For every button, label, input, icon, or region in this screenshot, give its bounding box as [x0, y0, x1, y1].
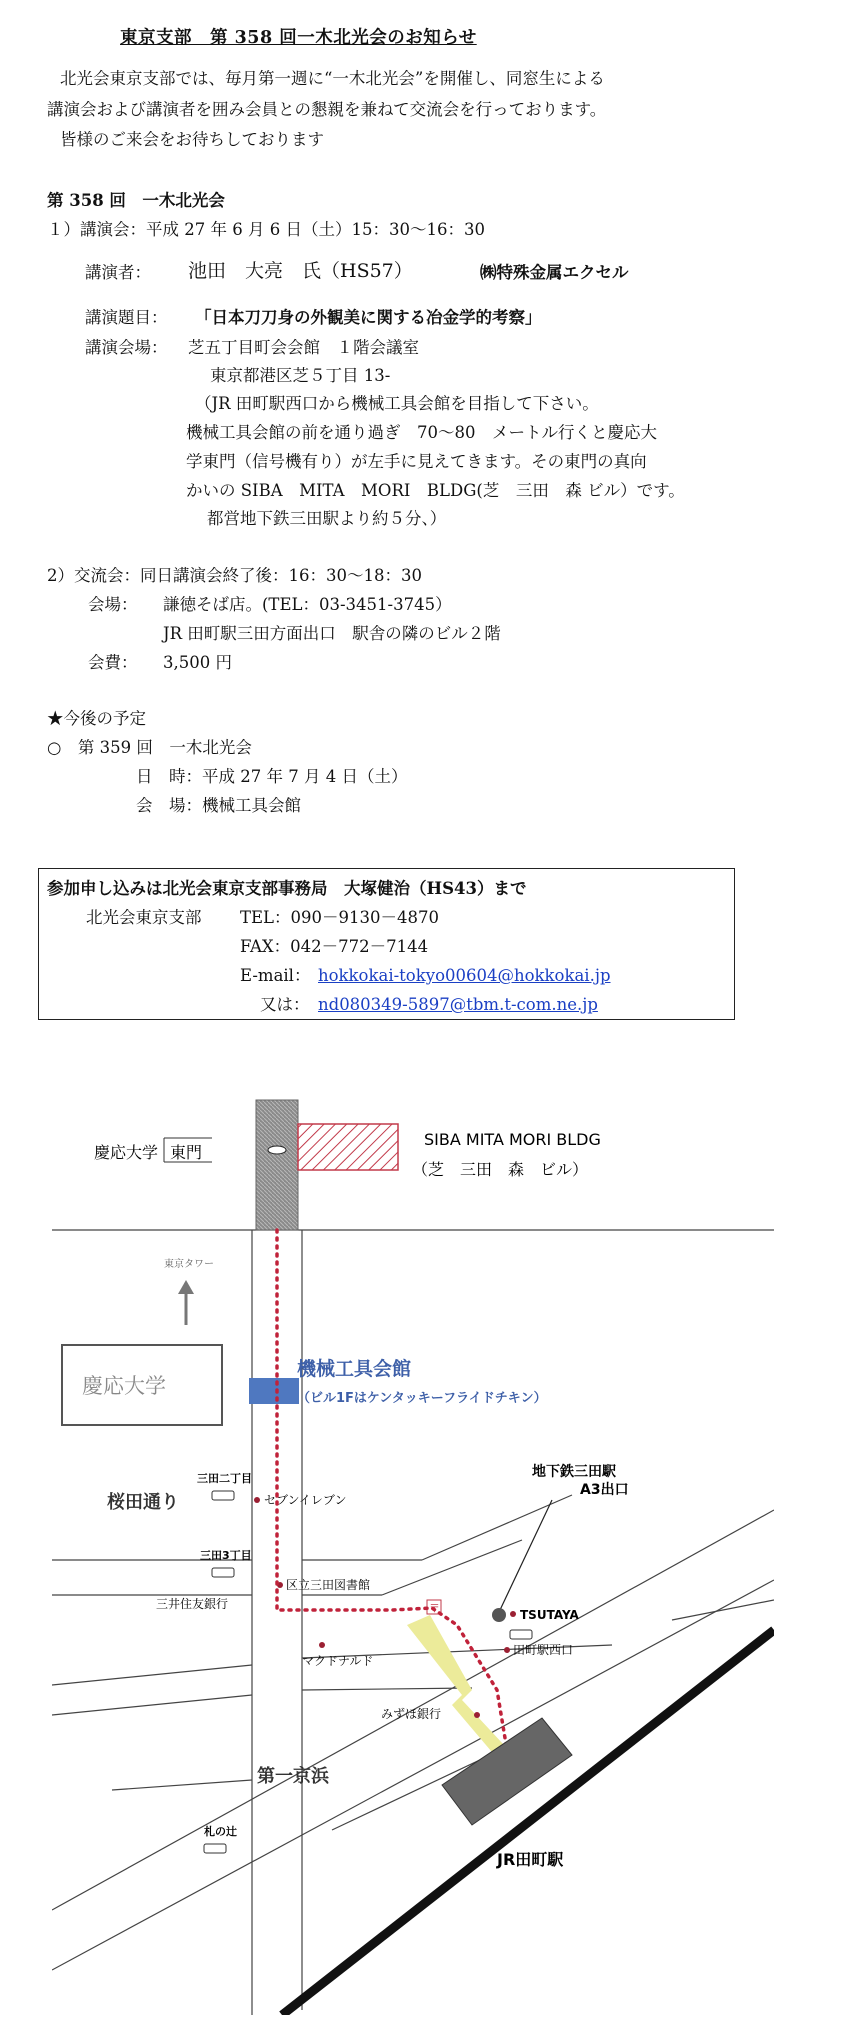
map-seven: セブンイレブン [264, 1493, 347, 1507]
intro-line-1: 北光会東京支部では、毎月第一週に“一木北光会”を開催し、同窓生による [60, 69, 605, 88]
contact-org: 北光会東京支部 [86, 908, 202, 927]
topic: 「日本刀刀身の外観美に関する冶金学的考察」 [195, 308, 542, 327]
map-mita2: 三田二丁目 [197, 1472, 252, 1485]
schedule-item: ○ 第 359 回 一木北光会 [47, 738, 252, 757]
map-sakurada: 桜田通り [107, 1492, 179, 1513]
siba-mita-mori-bldg [298, 1124, 398, 1170]
directions-4: かいの SIBA MITA MORI BLDG(芝 三田 森 ビル）です。 [186, 481, 685, 500]
map-mitsui: 三井住友銀行 [156, 1597, 229, 1611]
signal-icon-tamachi [510, 1630, 532, 1639]
contact-heading: 参加申し込みは北光会東京支部事務局 大塚健治（HS43）まで [47, 879, 527, 898]
speaker-company: ㈱特殊金属エクセル [480, 263, 629, 282]
intro-line-2: 講演会および講演者を囲み会員との懇親を兼ねて交流会を行っております。 [47, 100, 607, 119]
party-line: 2）交流会：同日講演会終了後：16：30〜18：30 [47, 566, 422, 585]
contact-fax: FAX：042－772－7144 [240, 937, 429, 956]
venue: 芝五丁目町会会館 １階会議室 [188, 338, 419, 357]
speaker-name: 池田 大亮 氏（HS57） [188, 260, 413, 282]
venue-label: 講演会場： [85, 338, 168, 357]
party-place: 謙徳そば店。(TEL：03-3451-3745） [163, 595, 452, 614]
directions-3: 学東門（信号機有り）が左手に見えてきます。その東門の真向 [186, 452, 647, 471]
schedule-place: 会 場：機械工具会館 [136, 796, 301, 815]
lecture-line: １）講演会：平成 27 年 6 月 6 日（土）15：30〜16：30 [47, 220, 485, 239]
kikai-kogu-kaikan-building [249, 1378, 299, 1404]
map-exit: A3出口 [580, 1482, 629, 1498]
signal-icon-mita3 [212, 1568, 234, 1577]
contact-tel: TEL：090－9130－4870 [240, 908, 439, 927]
directions-2: 機械工具会館の前を通り過ぎ 70〜80 メートル行くと慶応大 [186, 423, 657, 442]
directions-5: 都営地下鉄三田駅より約５分、） [207, 509, 447, 528]
map-keio-campus: 慶応大学 [82, 1374, 166, 1398]
contact-alt-email-link[interactable]: nd080349-5897@tbm.t-com.ne.jp [318, 995, 598, 1014]
signal-icon-mita2 [212, 1491, 234, 1500]
map-kikai: 機械工具会館 [297, 1358, 412, 1380]
jr-railway-line [282, 1630, 774, 2015]
map-jr-tamachi: JR田町駅 [497, 1850, 564, 1869]
map-mcd: マクドナルド [302, 1654, 374, 1668]
schedule-date: 日 時：平成 27 年 7 月 4 日（土） [136, 767, 408, 786]
party-fee-label: 会費： [88, 653, 138, 672]
party-place-label: 会場： [88, 595, 138, 614]
venue-address: 東京都港区芝５丁目 13- [210, 366, 391, 385]
walkway-highlight [407, 1615, 504, 1758]
map-daiichi: 第一京浜 [257, 1766, 329, 1787]
speaker-label: 講演者： [85, 263, 151, 282]
directions-1: （JR 田町駅西口から機械工具会館を目指して下さい。 [195, 394, 599, 413]
walking-route [277, 1230, 507, 1750]
map-mizuho: みずほ銀行 [381, 1707, 442, 1721]
intro-line-3: 皆様のご来会をお待ちしております [60, 130, 324, 149]
map-mita3: 三田3丁目 [200, 1549, 252, 1562]
signal-icon-fudanotsuji [204, 1844, 226, 1853]
schedule-heading: ★今後の予定 [47, 709, 146, 728]
contact-email-link[interactable]: hokkokai-tokyo00604@hokkokai.jp [318, 966, 611, 985]
east-gate-crossing [256, 1100, 298, 1230]
contact-email-label: E-mail： [240, 966, 311, 985]
map-east-gate: 東門 [170, 1143, 203, 1162]
map-kikai-note: （ビル1Fはケンタッキーフライドチキン） [297, 1391, 547, 1406]
event-heading: 第 358 回 一木北光会 [47, 191, 225, 210]
page-title: 東京支部 第 358 回一木北光会のお知らせ [120, 28, 477, 48]
map-fudanotsuji: 札の辻 [204, 1825, 237, 1838]
map-keio-label: 慶応大学 [94, 1143, 159, 1162]
subway-exit-icon [492, 1608, 506, 1622]
traffic-signal-icon [268, 1146, 286, 1154]
map-tokyo-tower: 東京タワー [164, 1259, 214, 1270]
topic-label: 講演題目： [85, 308, 168, 327]
map-tamachi-west: 田町駅西口 [513, 1643, 574, 1657]
party-place-note: JR 田町駅三田方面出口 駅舎の隣のビル２階 [163, 624, 501, 643]
access-map [52, 1090, 774, 2015]
map-tsutaya: TSUTAYA [520, 1608, 579, 1622]
map-bldg-en: SIBA MITA MORI BLDG [424, 1130, 601, 1149]
map-bldg-jp: （芝 三田 森 ビル） [412, 1160, 589, 1179]
party-fee: 3,500 円 [163, 653, 232, 672]
map-subway: 地下鉄三田駅 [532, 1464, 616, 1480]
contact-alt-label: 又は： [260, 995, 310, 1014]
svg-text:〒: 〒 [429, 1602, 440, 1615]
map-library: 区立三田図書館 [286, 1578, 371, 1592]
